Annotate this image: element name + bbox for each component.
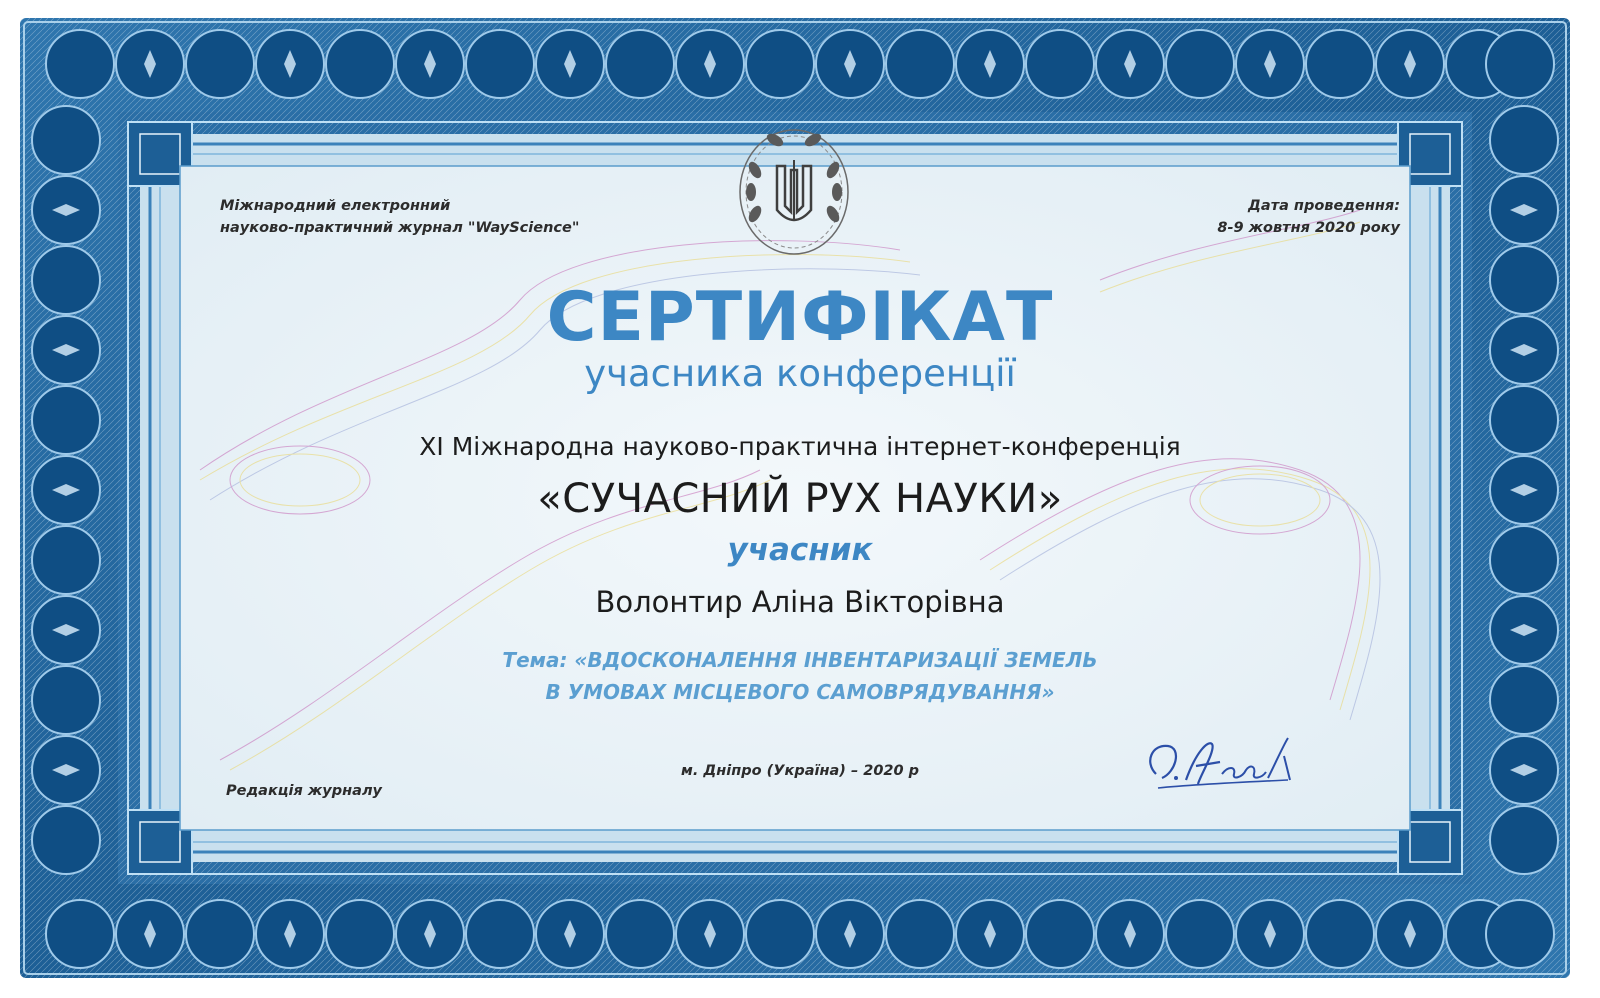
journal-name-line2: науково-практичний журнал "WayScience"	[220, 220, 580, 236]
bottom-scallops	[46, 900, 1554, 968]
ukraine-trident-emblem-icon	[735, 120, 853, 260]
journal-name-line1: Міжнародний електронний	[220, 198, 451, 214]
place-and-year: м. Дніпро (Україна) – 2020 р	[680, 763, 920, 779]
topic-line2: В УМОВАХ МІСЦЕВОГО САМОВРЯДУВАННЯ»	[545, 680, 1055, 704]
top-scallops	[46, 30, 1554, 98]
conference-description: ХІ Міжнародна науково-практична інтернет-конференція	[419, 432, 1181, 461]
conference-name: «СУЧАСНИЙ РУХ НАУКИ»	[537, 476, 1063, 522]
date-label: Дата проведення:	[1248, 198, 1400, 214]
certificate-title: СЕРТИФІКАТ	[546, 278, 1054, 357]
handwritten-signature-icon	[1138, 722, 1308, 802]
date-value: 8-9 жовтня 2020 року	[1217, 220, 1400, 236]
participant-name: Волонтир Аліна Вікторівна	[595, 585, 1005, 619]
editorial-label: Редакція журналу	[226, 783, 383, 799]
topic-line1: Тема: «ВДОСКОНАЛЕННЯ ІНВЕНТАРИЗАЦІЇ ЗЕМЕЛЬ	[502, 648, 1098, 672]
certificate-subtitle: учасника конференції	[584, 352, 1016, 395]
participant-role: учасник	[727, 532, 873, 568]
